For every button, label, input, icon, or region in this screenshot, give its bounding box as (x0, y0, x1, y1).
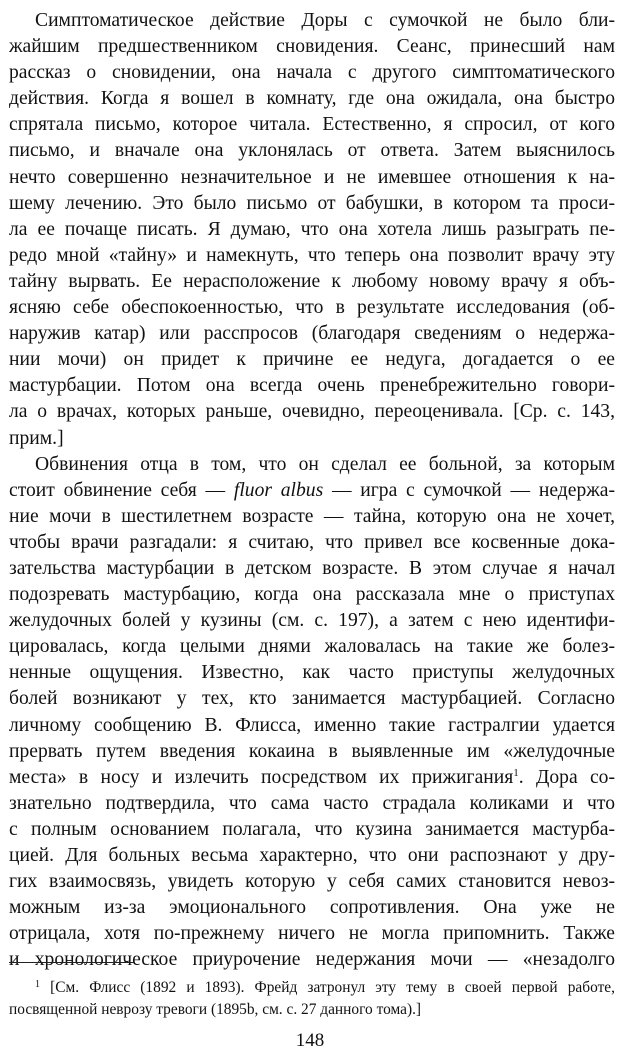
text-line (9, 895, 615, 921)
text-line (9, 86, 615, 112)
text-line (9, 112, 615, 138)
text-line (9, 921, 615, 947)
text-segment: . Дора со- (518, 766, 615, 788)
text-segment: ла ее почаще писать. Я думаю, что она хотела лишь разыграть пе- (9, 218, 615, 240)
text-line (9, 399, 615, 425)
text-line (9, 426, 615, 452)
page-number: 148 (295, 1030, 325, 1051)
footnote-reference: 1 (513, 766, 519, 779)
text-line (9, 504, 615, 530)
text-segment: болей возникают у тех, кто занимается мастурбацией. Согласно (9, 688, 615, 710)
text-line (9, 60, 615, 86)
text-line (9, 138, 615, 164)
paragraph (0, 452, 620, 974)
footnote-line (9, 999, 615, 1021)
text-segment: отрицала, хотя по-прежнему ничего не могла припомнить. Также (9, 923, 615, 945)
text-line (9, 269, 615, 295)
text-segment: прим.] (9, 427, 64, 449)
text-segment: письмо, и вначале она уклонялась от ответа. Затем выяснилось (9, 140, 615, 162)
footnote-line (35, 977, 615, 999)
text-line (9, 817, 615, 843)
text-line (9, 765, 615, 791)
text-line (9, 556, 615, 582)
text-segment: мастурбации. Потом она всегда очень пренебрежительно говори- (9, 375, 615, 397)
text-line (9, 295, 615, 321)
text-segment: ла о врачах, которых раньше, очевидно, переоценивала. [Ср. с. 143, (9, 401, 615, 423)
footnote (0, 977, 620, 1021)
text-segment: гих взаимосвязь, увидеть которую у себя самих становится невоз- (9, 871, 615, 893)
footnote-divider (9, 962, 135, 963)
text-line (9, 947, 615, 973)
text-segment: желудочных болей у кузины (см. с. 197), а затем с нею идентифи- (9, 610, 615, 632)
text-line (9, 686, 615, 712)
text-line (9, 582, 615, 608)
text-segment: тайну вырвать. Ее нерасположение к любому новому врачу я объ- (9, 270, 615, 292)
text-segment: ясняю себе обеспокоенностью, что в результате исследования (об- (9, 297, 615, 319)
text-segment: — игра с сумочкой — недержа- (323, 479, 615, 501)
text-line (9, 34, 615, 60)
text-line (9, 347, 615, 373)
text-segment: Симптоматическое действие Доры с сумочкой не было бли- (35, 10, 615, 31)
text-line (9, 530, 615, 556)
text-segment: редо мной «тайну» и намекнуть, что теперь она позволит врачу эту (9, 244, 615, 266)
paragraph (0, 8, 620, 452)
text-segment: чтобы врачи разгадали: я считаю, что привел все косвенные дока- (9, 531, 615, 553)
text-segment: наружив катар) или расспросов (благодаря сведениям о недержа- (9, 323, 615, 345)
text-line (9, 739, 615, 765)
text-line (9, 660, 615, 686)
text-line (9, 634, 615, 660)
text-line (9, 478, 615, 504)
text-segment: рассказ о сновидении, она начала с другого симптоматического (9, 62, 615, 84)
main-text (0, 8, 620, 973)
text-line (9, 243, 615, 269)
text-segment: ние мочи в шестилетнем возрасте — тайна, которую она не хочет, (9, 505, 615, 527)
footnote-marker: 1 (35, 979, 40, 990)
text-segment: Обвинения отца в том, что он сделал ее больной, за которым (35, 453, 615, 475)
text-line (35, 8, 615, 34)
text-segment: цией. Для больных весьма характерно, что они распознают у дру- (9, 845, 615, 866)
text-segment: стоит обвинение себя — (9, 479, 234, 501)
text-segment: ненные ощущения. Известно, как часто приступы желудочных (9, 662, 615, 684)
text-line (9, 608, 615, 634)
text-segment: места» в носу и излечить посредством их прижигания (9, 766, 514, 788)
footnote-text-line-2: посвященной неврозу тревоги (1895b, см. с. 27 данного тома).] (9, 1001, 422, 1018)
text-segment: шему лечению. Это было письмо от бабушки, в котором та проси- (9, 192, 615, 214)
text-line (9, 217, 615, 243)
text-line (9, 843, 615, 869)
text-segment: с полным основанием полагала, что кузина занимается мастурба- (9, 818, 615, 840)
text-line (9, 321, 615, 347)
text-segment: прервать путем введения кокаина в выявленные им «желудочные (9, 740, 615, 762)
italic-term: fluor albus (233, 479, 324, 501)
text-line (9, 791, 615, 817)
text-segment: знательно подтвердила, что сама часто страдала коликами и что (9, 792, 615, 814)
text-line (9, 165, 615, 191)
text-segment: нии мочи) он придет к причине ее недуга, догадается о ее (9, 349, 615, 371)
text-line (9, 869, 615, 895)
text-line (9, 713, 615, 739)
text-segment: и хронологическое приурочение недержания мочи — «незадолго (9, 949, 615, 971)
text-segment: зательства мастурбации в детском возрасте. В этом случае я начал (9, 557, 615, 579)
text-segment: действия. Когда я вошел в комнату, где она ожидала, она быстро (9, 88, 615, 110)
footnote-text-line-1: [См. Флисс (1892 и 1893). Фрейд затронул эту тему в своей первой работе, (50, 979, 615, 996)
text-segment: можным из-за эмоционального сопротивления. Она уже не (9, 897, 615, 919)
text-segment: нечто совершенно незначительное и не имевшее отношения к на- (9, 166, 615, 188)
text-segment: спрятала письмо, которое читала. Естественно, я спросил, от кого (9, 114, 615, 136)
text-line (9, 373, 615, 399)
text-segment: подозревать мастурбацию, когда она рассказала мне о приступах (9, 584, 615, 606)
text-segment: личному сообщению В. Флисса, именно такие гастралгии удается (9, 714, 615, 736)
text-segment: жайшим предшественником сновидения. Сеанс, принесший нам (9, 36, 615, 58)
text-line (35, 452, 615, 478)
text-line (9, 191, 615, 217)
text-segment: цировалась, когда целыми днями жаловалась на такие же болез- (9, 636, 615, 658)
